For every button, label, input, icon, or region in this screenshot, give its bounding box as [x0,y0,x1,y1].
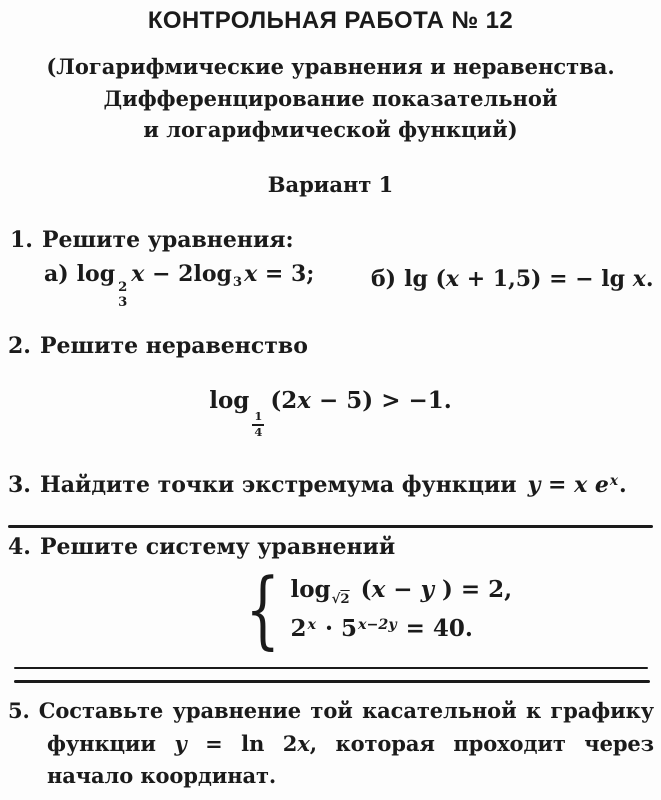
problem-4-system [236,560,513,658]
document-title: КОНТРОЛЬНАЯ РАБОТА № 12 [147,7,514,34]
problem-3-number: 3. [8,472,31,498]
problem-5-text: Составьте уравнение той касательной к графику функции y = ln 2x, которая проходит через начало координат. [38,698,654,788]
document-subtitle [0,51,661,146]
problem-5-number: 5. [8,698,30,723]
problem-3-heading [8,472,627,498]
problem-1b-label: б) [371,266,397,292]
problem-1b-equation [371,266,654,292]
problem-1-heading [10,227,294,253]
problem-1b-formula: lg (x + 1,5) = − lg x. [404,266,654,292]
double-divider-bottom [14,680,650,683]
problem-1a-equation [44,261,314,310]
subtitle-line-1: (Логарифмические уравнения и неравенства. [46,54,615,79]
subtitle-line-2: Дифференцирование показательной [103,85,558,111]
problem-4-number: 4. [8,534,31,560]
problem-3-text: Найдите точки экстремума функции y = x $e^x$. [39,472,627,498]
variant-heading: Вариант 1 [267,172,394,197]
double-divider-top [14,667,648,669]
problem-4-text: Решите систему уравнений [39,534,396,560]
section-divider [8,525,653,528]
problem-1-text: Решите уравнения: [41,227,294,253]
problem-4-heading [8,534,395,560]
problem-2-heading [8,333,308,359]
problem-5-paragraph [8,695,654,793]
problem-2-inequality: log $\frac{1}{4}$ (2x − 5) > −1. [209,387,452,439]
system-equation-1: $\log_{√2} (x - y$ ) = 2, [290,575,513,608]
system-brace: { [245,560,281,658]
system-equation-2: $2^x \cdot 5^{x-2y} = 40$. [290,615,473,643]
problem-1a-label: а) [44,261,69,287]
subtitle-line-3: и логарифмической функций) [143,117,518,142]
problem-2-text: Решите неравенство [39,333,308,359]
problem-2-number: 2. [8,333,31,359]
problem-1a-formula: log 2 3 $x - 2\log_3x = 3$; [76,261,315,310]
problem-1-number: 1. [10,227,33,253]
system-equations [290,576,512,643]
